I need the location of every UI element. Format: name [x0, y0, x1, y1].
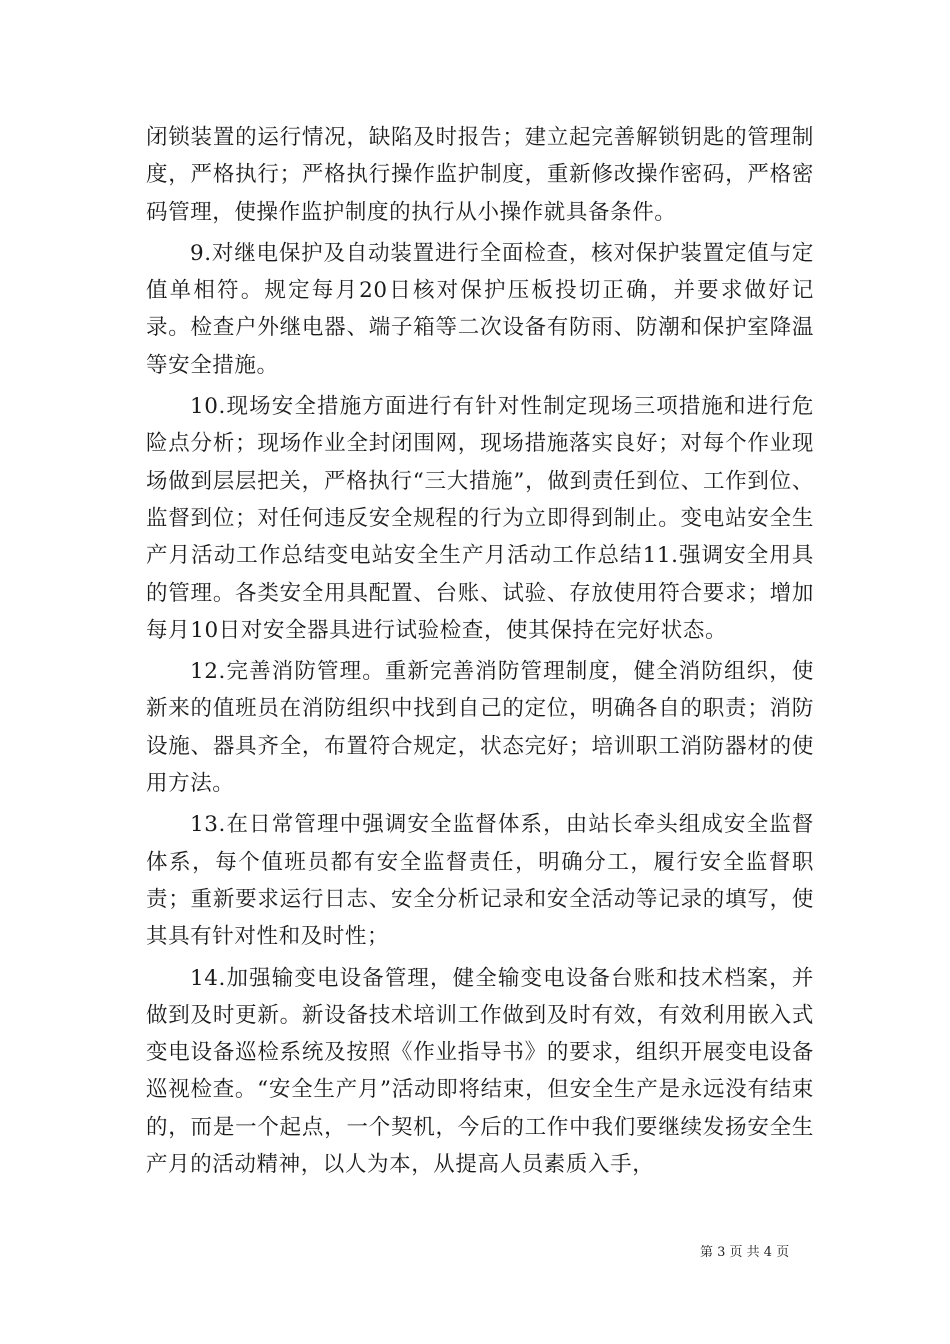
- document-body: [146, 119, 814, 1187]
- page-number: 第 3 页 共 4 页: [700, 1245, 790, 1260]
- paragraph-5: 13.在日常管理中强调安全监督体系，由站长牵头组成安全监督体系，每个值班员都有安全监督责任，明确分工，履行安全监督职责；重新要求运行日志、安全分析记录和安全活动等记录的填写，使其具有针对性和及时性；: [146, 812, 814, 950]
- paragraph-3: 10.现场安全措施方面进行有针对性制定现场三项措施和进行危险点分析；现场作业全封闭围网，现场措施落实良好；对每个作业现场做到层层把关，严格执行“三大措施”，做到责任到位、工作到位、监督到位；对任何违反安全规程的行为立即得到制止。变电站安全生产月活动工作总结变电站安全生产月活动工作总结11.强调安全用具的管理。各类安全用具配置、台账、试验、存放使用符合要求；增加每月10日对安全器具进行试验检查，使其保持在完好状态。: [146, 394, 814, 643]
- paragraph-1: 闭锁装置的运行情况，缺陷及时报告；建立起完善解锁钥匙的管理制度，严格执行；严格执行操作监护制度，重新修改操作密码，严格密码管理，使操作监护制度的执行从小操作就具备条件。: [146, 125, 814, 225]
- paragraph-4: 12.完善消防管理。重新完善消防管理制度，健全消防组织，使新来的值班员在消防组织中找到自己的定位，明确各自的职责；消防设施、器具齐全，布置符合规定，状态完好；培训职工消防器材的使用方法。: [146, 659, 814, 797]
- paragraph-2: 9.对继电保护及自动装置进行全面检查，核对保护装置定值与定值单相符。规定每月20日核对保护压板投切正确，并要求做好记录。检查户外继电器、端子箱等二次设备有防雨、防潮和保护室降温等安全措施。: [146, 240, 814, 378]
- paragraph-6: 14.加强输变电设备管理，健全输变电设备台账和技术档案，并做到及时更新。新设备技术培训工作做到及时有效，有效利用嵌入式变电设备巡检系统及按照《作业指导书》的要求，组织开展变电设备巡视检查。“安全生产月”活动即将结束，但安全生产是永远没有结束的，而是一个起点，一个契机，今后的工作中我们要继续发扬安全生产月的活动精神，以人为本，从提高人员素质入手，: [146, 965, 814, 1178]
